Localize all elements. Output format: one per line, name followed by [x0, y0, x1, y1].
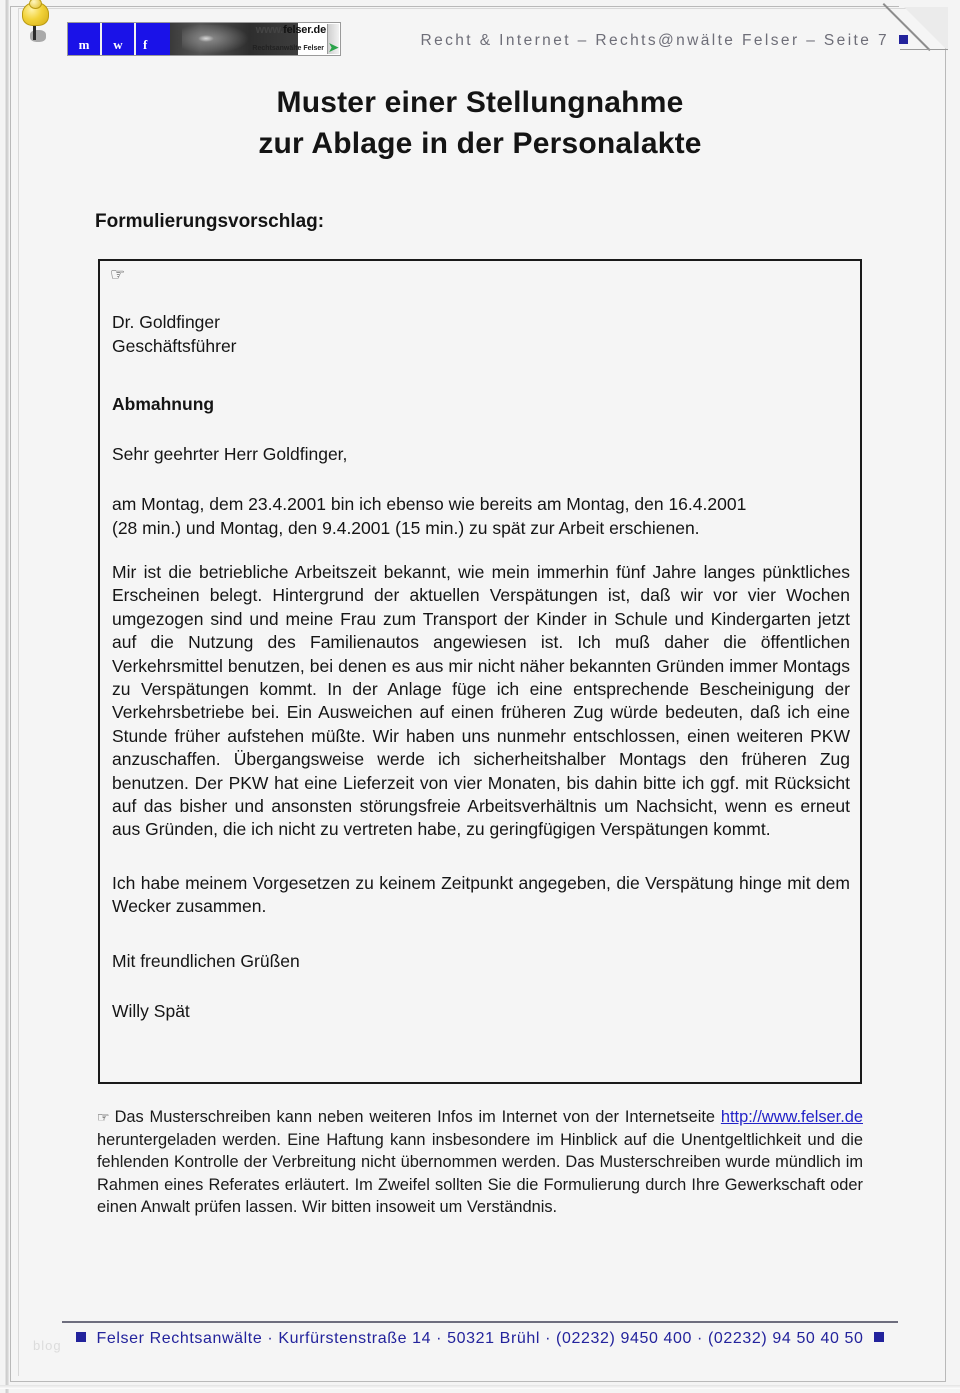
footer-divider [62, 1321, 898, 1323]
letter-paragraph-2: Mir ist die betriebliche Arbeitszeit bekannt, wie mein immerhin fünf Jahre langes pünktliches Erscheinen belegt. Hintergrund der aktuellen Verspätungen ist, daß wir vor vier Wochen umgezogen sind und meine Frau zum Transport der Kinder in Schule und Kindergarten jetzt auf die Nutzung des Familienautos angewiesen ist. Ich muß daher die öffentlichen Verkehrsmittel benutzen, bei denen es aus mir nicht näher bekannten Gründen immer Montags zu Verspätungen kommt. In der Anlage füge ich eine entsprechende Bescheinigung der Verkehrsbetriebe bei. Ein Ausweichen auf einen früheren Zug würde bedeuten, daß ich eine Stunde früher aufstehen müßte. Wir haben uns nunmehr entschlossen, einen weiteren PKW anzuschaffen. Übergangsweise werde ich sicherheitshalber Montags den früheren Zug benutzen. Der PKW hat eine Lieferzeit von vier Monaten, bis dahin bitte ich ggf. mit Rücksicht auf das bisher und ansonsten störungsfreie Arbeitsverhältnis um Nachsicht, wenn es erneut aus Gründen, die ich nicht zu vertreten habe, zu geringfügigen Verspätungen kommt. [112, 562, 850, 840]
letter-paragraph-3: Ich habe meinem Vorgesetzen zu keinem Zeitpunkt angegeben, die Verspätung hinge mit dem Wecker zusammen. [112, 872, 850, 917]
spacer [112, 919, 852, 949]
green-arrow-icon: ➤ [327, 39, 340, 55]
footer-contact-text: Felser Rechtsanwälte · Kurfürstenstraße 14 · 50321 Brühl · (02232) 9450 400 · (02232) 94 50 40 50 [96, 1330, 864, 1347]
footer-bullet-left-icon [76, 1332, 86, 1342]
letter-paragraph-1-line-1: am Montag, dem 23.4.2001 bin ich ebenso wie bereits am Montag, den 16.4.2001 [112, 494, 747, 514]
letter-paragraph-1 [112, 492, 852, 540]
spacer [112, 540, 852, 561]
felser-logo[interactable] [67, 22, 341, 56]
footnote-website-link[interactable]: http://www.felser.de [720, 1108, 863, 1126]
logo-url [256, 24, 326, 36]
logo-url-domain: felser.de [283, 24, 326, 36]
page-watermark: blog [33, 1338, 62, 1353]
logo-text-panel [252, 23, 340, 55]
header-bullet-icon [899, 35, 908, 44]
recipient-role: Geschäftsführer [112, 336, 237, 356]
logo-square-f: f [143, 37, 148, 52]
page-footer [0, 1330, 960, 1348]
logo-face-image [182, 25, 252, 55]
section-label: Formulierungsvorschlag: [95, 211, 325, 232]
logo-square-w: w [102, 23, 136, 55]
spacer [112, 973, 852, 999]
letter-subject: Abmahnung [112, 394, 215, 414]
page-title-line-1: Muster einer Stellungnahme [276, 86, 684, 119]
letter-recipient [112, 310, 852, 358]
spacer [112, 466, 852, 492]
header-title-text: Recht & Internet – Rechts@nwälte Felser – Seite 7 [420, 32, 889, 49]
spacer [112, 358, 852, 392]
page-title-line-2: zur Ablage in der Personalakte [258, 127, 702, 160]
footnote-text-before-link: Das Musterschreiben kann neben weiteren Infos im Internet von der Internetseite [114, 1108, 721, 1126]
letter-signature: Willy Spät [112, 1000, 190, 1021]
footnote-pointing-hand-icon: ☞ [97, 1109, 110, 1125]
letter-closing: Mit freundlichen Grüßen [112, 950, 300, 971]
logo-eye-detail [198, 35, 214, 42]
letter-paragraph-1-line-2: (28 min.) und Montag, den 9.4.2001 (15 min.) zu spät zur Arbeit erschienen. [112, 518, 700, 538]
logo-url-www: www. [255, 24, 284, 36]
footer-bullet-right-icon [874, 1332, 884, 1342]
recipient-name: Dr. Goldfinger [112, 312, 220, 332]
footnote-text-after-link: heruntergeladen werden. Eine Haftung kann insbesondere im Hinblick auf die Unentgeltlichkeit und die fehlenden Kontrolle der Verbreitung nicht übernommen werden. Das Musterschreiben wurde mündlich im Rahmen eines Referates erläutert. Im Zweifel sollten Sie die Formulierung durch Ihre Gewerkschaft oder einen Anwalt prüfen lassen. Wir bitten insoweit um Verständnis. [97, 1130, 863, 1217]
spacer [112, 842, 852, 872]
logo-square-m: m [68, 23, 102, 55]
spacer [112, 416, 852, 442]
pointing-hand-icon: ☞ [110, 265, 126, 284]
page-title [0, 82, 960, 164]
footnote-block [97, 1106, 863, 1219]
logo-subtitle: Rechtsanwälte Felser [252, 45, 324, 52]
letter-content [112, 310, 852, 1023]
page-header [0, 14, 960, 64]
letter-salutation: Sehr geehrter Herr Goldfinger, [112, 444, 348, 464]
header-breadcrumb [421, 32, 908, 50]
